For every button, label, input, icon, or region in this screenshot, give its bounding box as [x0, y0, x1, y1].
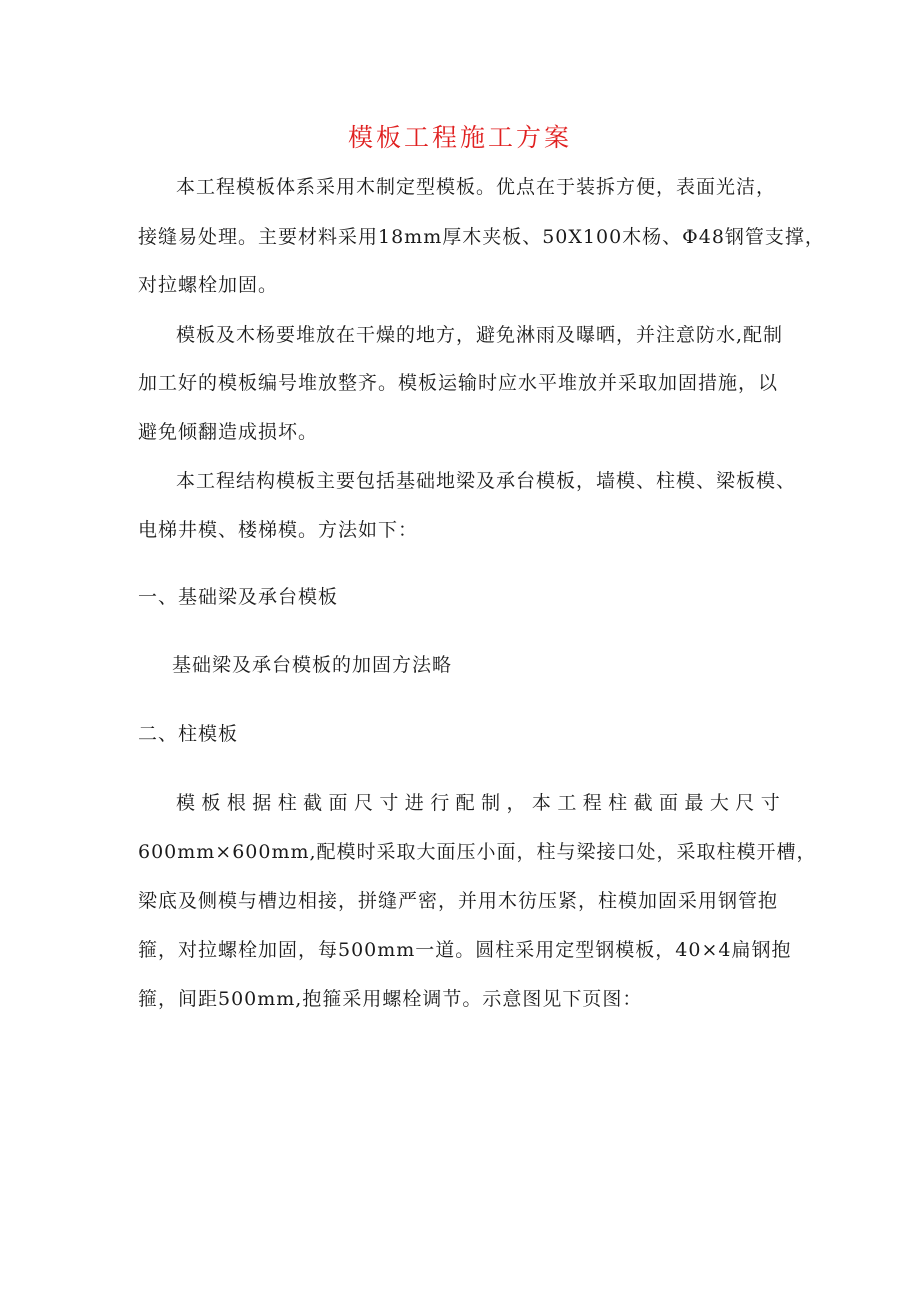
paragraph-line: 梁底及侧模与槽边相接，拼缝严密，并用木彷压紧，柱模加固采用钢管抱 — [138, 890, 779, 912]
paragraph-line: 加工好的模板编号堆放整齐。模板运输时应水平堆放并采取加固措施，以 — [138, 372, 779, 394]
paragraph-line: 避免倾翻造成损坏。 — [138, 421, 319, 443]
paragraph-line: 电梯井模、楼梯模。方法如下： — [138, 519, 419, 541]
paragraph-line: 对拉螺栓加固。 — [138, 274, 279, 296]
section-heading: 一、基础梁及承台模板 — [138, 586, 339, 608]
paragraph-line-justified: 模 板 根 据 柱 截 面 尺 寸 进 行 配 制 ， 本 工 程 柱 截 面 最 大 尺 寸 — [176, 792, 780, 814]
paragraph-line: 基础梁及承台模板的加固方法略 — [172, 654, 453, 676]
section-heading: 二、柱模板 — [138, 723, 239, 745]
paragraph-line: 本工程结构模板主要包括基础地梁及承台模板，墙模、柱模、梁板模、 — [176, 470, 797, 492]
paragraph-line: 本工程模板体系采用木制定型模板。优点在于装拆方便，表面光洁， — [176, 176, 777, 198]
paragraph-line: 600mm×600mm,配模时采取大面压小面，柱与梁接口处，采取柱模开槽， — [138, 841, 817, 863]
document-title: 模板工程施工方案 — [347, 123, 572, 152]
paragraph-line: 箍，对拉螺栓加固，每500mm一道。圆柱采用定型钢模板，40×4扁钢抱 — [138, 939, 792, 961]
paragraph-line: 模板及木杨要堆放在干燥的地方，避免淋雨及曝晒，并注意防水,配制 — [176, 324, 784, 346]
paragraph-line: 接缝易处理。主要材料采用18mm厚木夹板、50X100木杨、Φ48钢管支撑， — [138, 226, 825, 248]
paragraph-line: 箍，间距500mm,抱箍采用螺栓调节。示意图见下页图： — [138, 988, 643, 1010]
